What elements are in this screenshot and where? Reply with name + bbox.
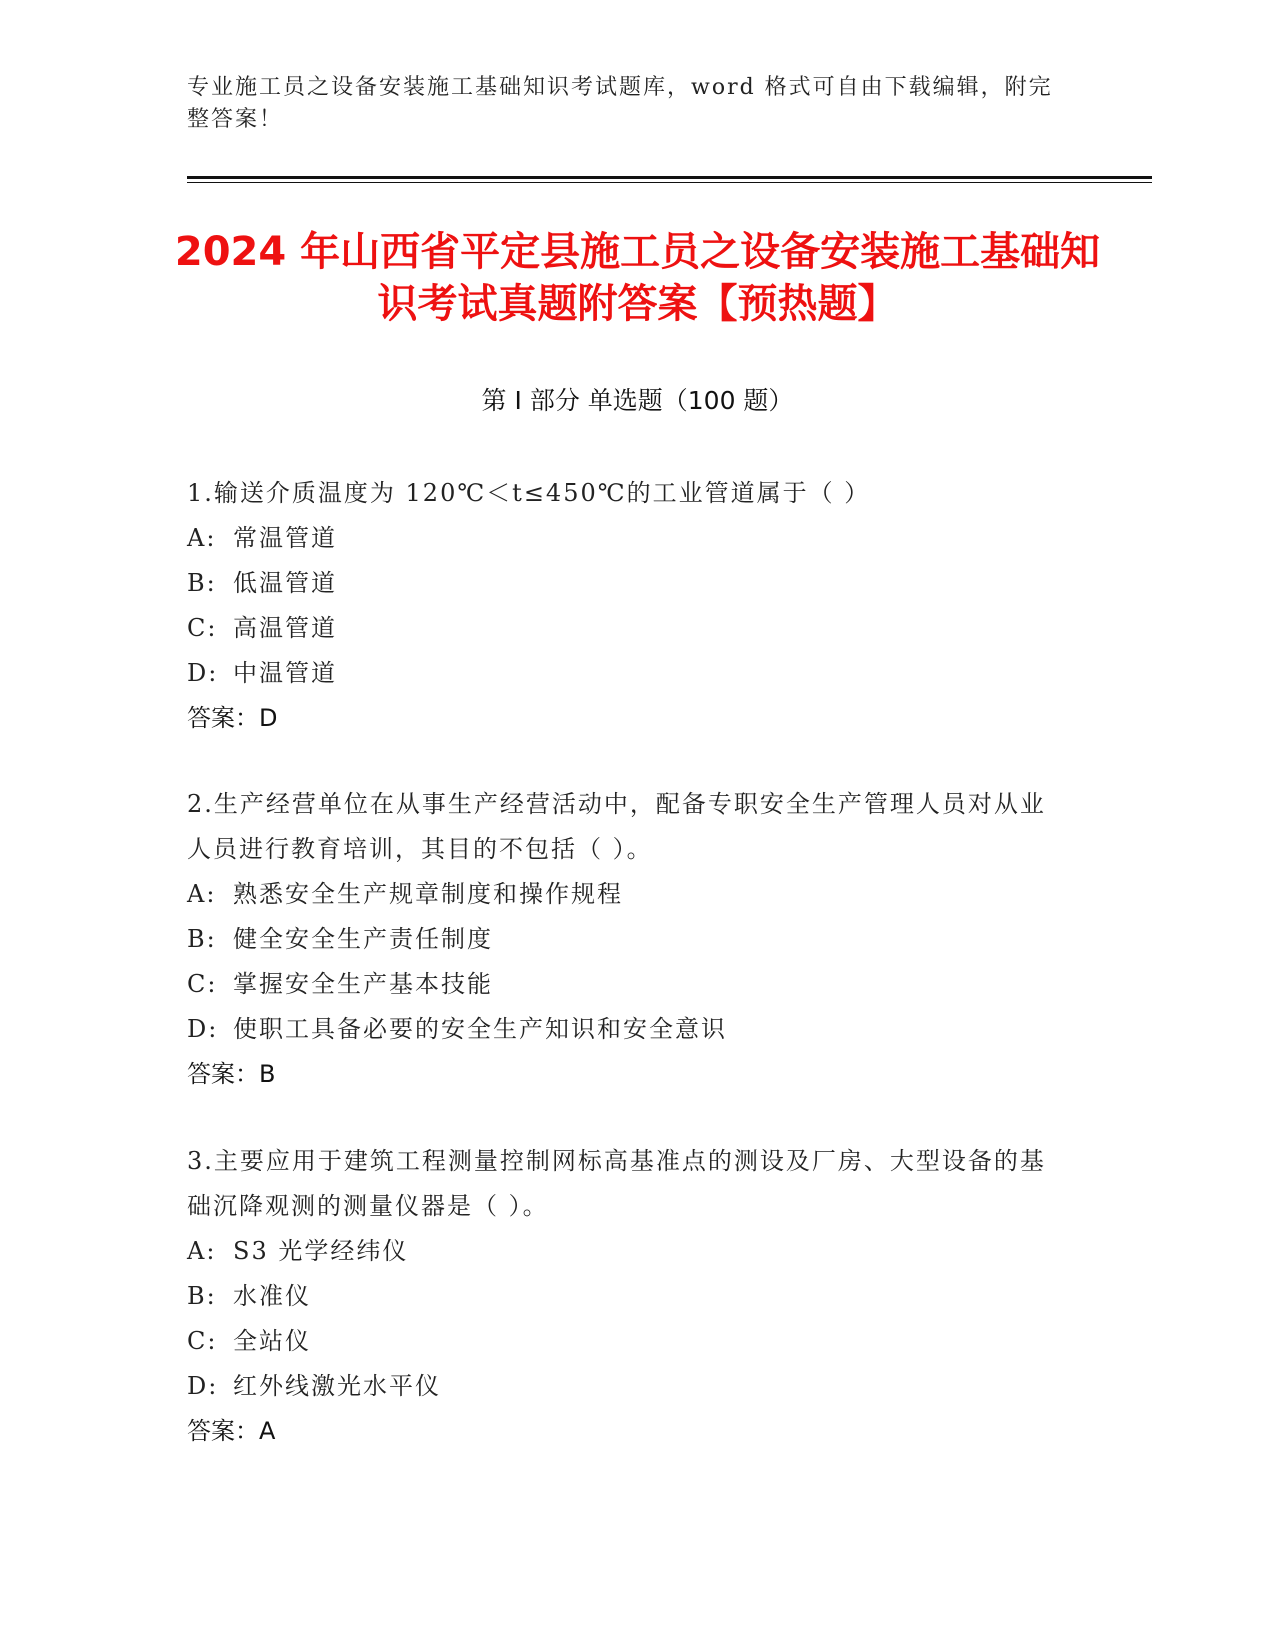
question-stem: 2.生产经营单位在从事生产经营活动中，配备专职安全生产管理人员对从业人员进行教育培训，其目的不包括（ ）。 (187, 790, 1046, 863)
option-text: 低温管道 (233, 569, 337, 597)
option-b (187, 917, 1067, 962)
option-d (187, 1007, 1067, 1052)
option-c (187, 606, 1067, 651)
header-note: 专业施工员之设备安装施工基础知识考试题库，word 格式可自由下载编辑，附完整答案！ (187, 75, 1053, 132)
option-letter: D: (187, 659, 219, 687)
answer-line: 答案：D (187, 704, 278, 732)
option-text: 中温管道 (233, 659, 337, 687)
option-text: 使职工具备必要的安全生产知识和安全意识 (233, 1015, 727, 1043)
option-d (187, 651, 1067, 696)
option-letter: A: (187, 1237, 217, 1265)
option-c (187, 1319, 1067, 1364)
option-text: 常温管道 (233, 524, 337, 552)
option-a (187, 872, 1067, 917)
option-text: 健全安全生产责任制度 (233, 925, 493, 953)
header-divider-thin (187, 182, 1152, 183)
question-2 (187, 782, 1067, 1097)
option-letter: D: (187, 1372, 219, 1400)
answer-line: 答案：B (187, 1060, 276, 1088)
option-text: 红外线激光水平仪 (233, 1372, 441, 1400)
option-a (187, 1229, 1067, 1274)
section-heading: 第 I 部分 单选题（100 题） (481, 386, 794, 415)
option-letter: D: (187, 1015, 219, 1043)
document-title: 2024 年山西省平定县施工员之设备安装施工基础知识考试真题附答案【预热题】 (174, 229, 1101, 327)
option-text: 掌握安全生产基本技能 (233, 970, 493, 998)
option-letter: A: (187, 524, 217, 552)
option-text: 熟悉安全生产规章制度和操作规程 (233, 880, 623, 908)
option-letter: A: (187, 880, 217, 908)
question-1 (187, 471, 1067, 741)
option-letter: C: (187, 1327, 218, 1355)
answer-line: 答案：A (187, 1417, 276, 1445)
question-3 (187, 1139, 1067, 1454)
option-b (187, 1274, 1067, 1319)
option-letter: B: (187, 569, 217, 597)
option-d (187, 1364, 1067, 1409)
option-text: 高温管道 (233, 614, 337, 642)
option-b (187, 561, 1067, 606)
option-letter: B: (187, 1282, 217, 1310)
option-letter: C: (187, 614, 218, 642)
header-divider-thick (187, 176, 1152, 179)
question-stem: 3.主要应用于建筑工程测量控制网标高基准点的测设及厂房、大型设备的基础沉降观测的测量仪器是（ ）。 (187, 1147, 1046, 1220)
option-c (187, 962, 1067, 1007)
question-stem: 1.输送介质温度为 120℃＜t≤450℃的工业管道属于（ ） (187, 479, 871, 507)
option-letter: C: (187, 970, 218, 998)
option-text: S3 光学经纬仪 (233, 1237, 409, 1265)
option-text: 水准仪 (233, 1282, 311, 1310)
option-letter: B: (187, 925, 217, 953)
option-a (187, 516, 1067, 561)
option-text: 全站仪 (233, 1327, 311, 1355)
